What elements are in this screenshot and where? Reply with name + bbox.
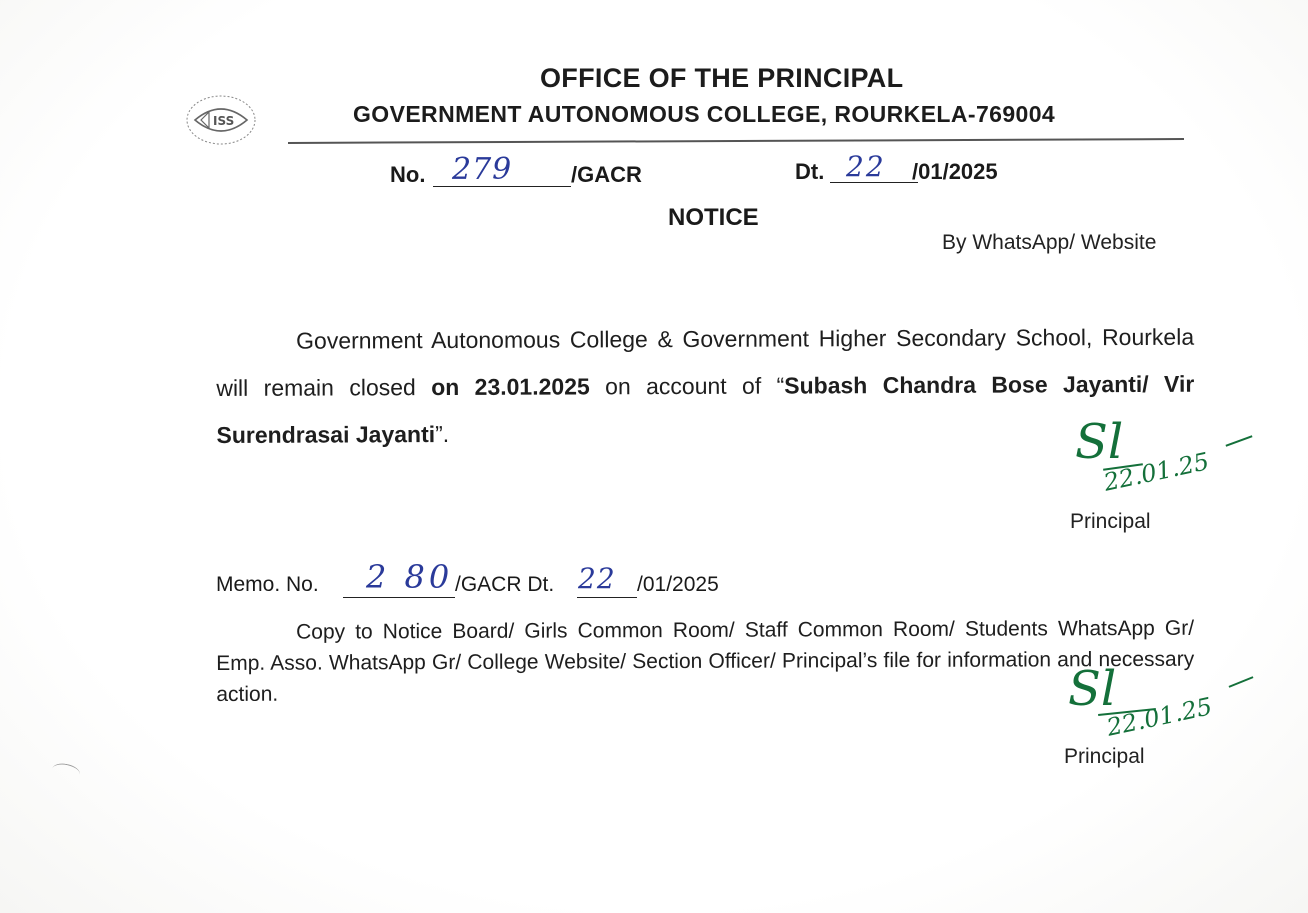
copy-to-text: Copy to Notice Board/ Girls Common Room/ Staff Common Room/ Students WhatsApp Gr/ Emp. Asso. WhatsApp Gr/ College Website/ Section Officer/ Principal’s file for information and necessary action. (216, 616, 1195, 706)
signatory-designation-2: Principal (1064, 745, 1145, 768)
memo-number-label: Memo. No. (216, 573, 319, 596)
principal-signature-1 (1075, 414, 1275, 518)
reference-number-label: No. (390, 162, 426, 187)
closure-date: on 23.01.2025 (431, 373, 590, 401)
memo-date-suffix: /01/2025 (637, 573, 719, 596)
signature-date: 22.01.25 (1104, 692, 1215, 742)
notice-body-text-3: ”. (435, 420, 450, 448)
memo-number-suffix: /GACR Dt. (455, 573, 555, 596)
reference-number-suffix: /GACR (571, 162, 642, 187)
scan-artifact (51, 761, 82, 781)
reference-date-suffix: /01/2025 (912, 159, 998, 184)
institution-name: GOVERNMENT AUTONOMOUS COLLEGE, ROURKELA-769004 (353, 101, 1056, 127)
college-emblem-icon (183, 92, 259, 148)
signature-date: 22.01.25 (1101, 447, 1212, 497)
reference-number-handwritten: 279 (452, 152, 513, 187)
notice-body-text-1: Government Autonomous College & Government Higher Secondary School, Rourkela will remain closed (216, 323, 1195, 401)
svg-text:ISS: ISS (213, 114, 235, 128)
memo-number-blank (343, 597, 455, 598)
reference-date-handwritten: 22 (846, 150, 886, 183)
signature-flourish (1229, 676, 1254, 688)
signatory-designation-1: Principal (1070, 510, 1151, 533)
office-title: OFFICE OF THE PRINCIPAL (540, 63, 904, 93)
notice-body-text-2: on account of “ (589, 372, 785, 400)
memo-date-handwritten: 22 (578, 562, 616, 595)
copy-to-list (216, 613, 1194, 710)
notice-heading: NOTICE (668, 204, 759, 231)
signature-initials: Sl (1068, 661, 1117, 717)
reference-date-label: Dt. (795, 159, 825, 184)
letterhead-divider (288, 138, 1184, 144)
distribution-channel: By WhatsApp/ Website (942, 231, 1157, 254)
notice-body (216, 314, 1195, 459)
signature-flourish (1226, 435, 1253, 446)
memo-date-blank (577, 597, 637, 598)
signature-initials: Sl (1075, 414, 1124, 470)
memo-number-handwritten: 2 80 (366, 558, 454, 596)
occasion-name: Subash Chandra Bose Jayanti/ Vir Surendrasai Jayanti (216, 370, 1195, 448)
